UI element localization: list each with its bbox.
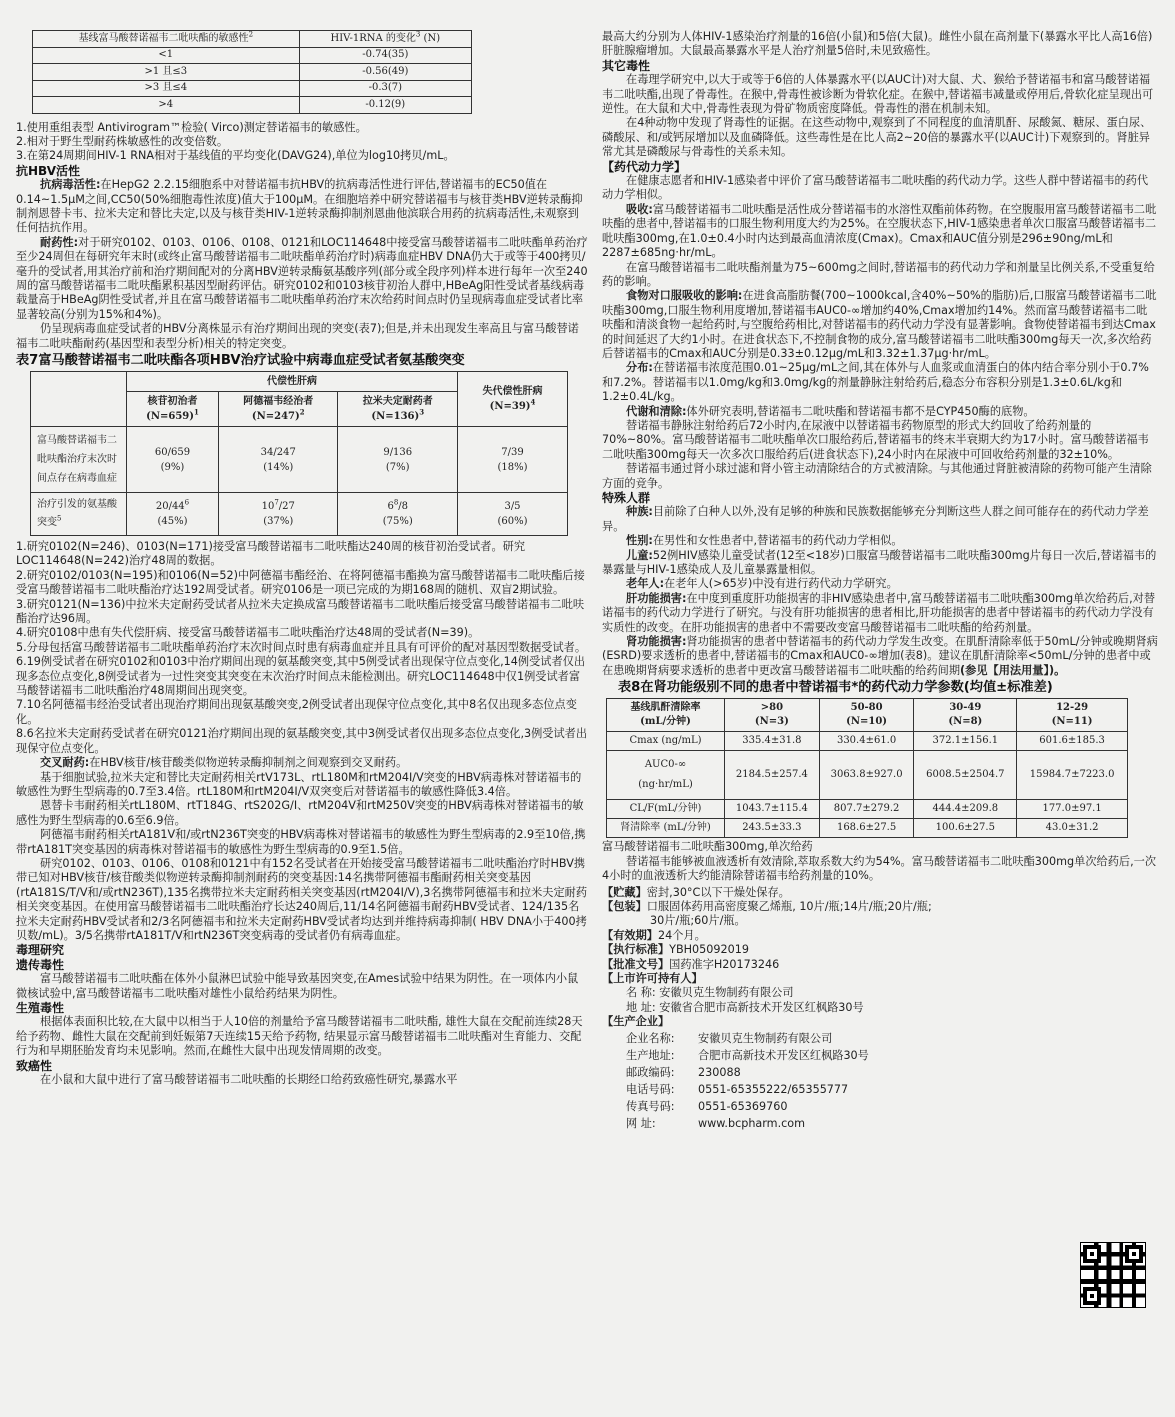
section-heading: 【上市许可持有人】 <box>602 971 703 985</box>
table-note: 7.10名阿德福韦经治受试者出现治疗期间出现氨基酸突变,2例受试者出现保守位点变化,其中8名仅出现多态位点变化。 <box>16 698 577 726</box>
right-column <box>602 30 1158 1132</box>
table-header-cell: 阿德福韦经治者 (N=247)$^2$ <box>218 392 338 427</box>
table-row: 富马酸替诺福韦二吡呋酯治疗末次时间点存在病毒血症 60/659 (9%) 34/247 (14%) 9/136 (7%) 7/39 (18%) <box>31 427 568 493</box>
mutation-table <box>30 371 568 536</box>
paragraph: 研究0102、0103、0106、0108和0121中有152名受试者在开始接受富马酸替诺福韦二吡呋酯治疗时HBV携带已知对HBV核苷/核苷酸类似物逆转录酶抑制剂耐药的突变基因:14名携带阿德福韦酯耐药相关突变基因(rtA181S/T/V和/或rtN236T),135名携带拉米夫定耐药相关突变基因(rtM204I/V),3名携带阿德福韦和拉米夫定耐药相关突变基因。在使用富马酸替诺福韦二吡呋酯治疗长达240周后,11/14名阿德福韦耐药HBV受试者、124/135名拉米夫定耐药HBV受试者和2/3名阿德福韦和拉米夫定耐药HBV受试者均达到并维持病毒抑制( HBV DNA小于400拷贝数/mL)。3/5名携带rtA181T/V和rtN236T突变病毒的受试者仍有病毒血症。 <box>16 856 588 942</box>
info-row: 企业名称: 安徽贝克生物制药有限公司 <box>626 1031 833 1045</box>
holder-address: 地 址: 安徽省合肥市高新技术开发区红枫路30号 <box>626 1000 864 1014</box>
paragraph: 耐药性:对于研究0102、0103、0106、0108、0121和LOC114648中接受富马酸替诺福韦二吡呋酯单药治疗至少24周但在每研究年末时(或终止富马酸替诺福韦二吡呋酯单药治疗时)病毒血症HBV DNA仍大于或等于400拷贝/毫升的受试者,用其治疗前和治疗期间配对的分离HBV逆转录酶氨基酸序列(部分或全段序列)样本进行每年一次至240周的富马酸替诺福韦二吡呋酯累积基因型耐药评估。研究0102和0103核苷初治人群中,HBeAg阳性受试者基线病毒载量高于HBeAg阴性受试者,并且在富马酸替诺福韦二吡呋酯单药治疗末次给药时间点时仍呈现病毒血症受试者比率显著较高(分别为15%和4%)。 <box>16 235 588 321</box>
table-note: 1.研究0102(N=246)、0103(N=171)接受富马酸替诺福韦二吡呋酯达240周的核苷初治受试者。研究LOC114648(N=242)治疗48周的数据。 <box>16 540 526 568</box>
paragraph: 交叉耐药:在HBV核苷/核苷酸类似物逆转录酶抑制剂之间观察到交叉耐药。 <box>40 756 408 770</box>
section-heading: 生殖毒性 <box>16 1001 65 1015</box>
table-header-cell: 失代偿性肝病 (N=39)$^4$ <box>458 372 568 427</box>
section-heading: 致癌性 <box>16 1058 53 1073</box>
table-header-cell: 核苷初治者 (N=659)$^1$ <box>127 392 219 427</box>
table-note: 6.19例受试者在研究0102和0103中治疗期间出现的氨基酸突变,其中5例受试者出现保守位点变化,14例受试者仅出现多态位点变化,8例受试者为一过性突变其突变在末次治疗时间点未能检测出。研究LOC114648中仅1例受试者富马酸替诺福韦二吡呋酯治疗48周期间出现突变。 <box>16 655 586 698</box>
section-heading: 【药代动力学】 <box>602 159 687 174</box>
paragraph: 替诺福韦通过肾小球过滤和肾小管主动清除结合的方式被清除。与其他通过肾脏被清除的药物可能产生清除方面的竞争。 <box>602 462 1152 490</box>
table-row: >3 且≤4 -0.3(7) <box>33 80 472 97</box>
storage-line: 【贮藏】密封,30°C以下干燥处保存。 <box>602 885 790 899</box>
info-row: 生产地址: 合肥市高新技术开发区红枫路30号 <box>626 1048 869 1062</box>
table-note: 2.研究0102/0103(N=195)和0106(N=52)中阿德福韦酯经治、在将阿德福韦酯换为富马酸替诺福韦二吡呋酯后接受富马酸替诺福韦二吡呋酯治疗达192周受试者。研究0106是一项已完成的为期168周的随机、双盲2期试验。 <box>16 568 585 597</box>
qr-code <box>1080 1242 1146 1308</box>
table-title: 表8在肾功能级别不同的患者中替诺福韦*的药代动力学参数(均值±标准差) <box>618 680 1053 696</box>
table-note: 5.分母包括富马酸替诺福韦二吡呋酯单药治疗末次时间点时患有病毒血症并且具有可评价的配对基因型数据受试者。 <box>16 640 587 654</box>
paragraph: 在健康志愿者和HIV-1感染者中评价了富马酸替诺福韦二吡呋酯的药代动力学。这些人群中替诺福韦的药代动力学相似。 <box>602 174 1149 202</box>
paragraph: 老年人:在老年人(>65岁)中没有进行药代动力学研究。 <box>626 577 898 591</box>
paragraph: 在毒理学研究中,以大于或等于6倍的人体暴露水平(以AUC计)对大鼠、犬、猴给予替诺福韦和富马酸替诺福韦二吡呋酯,出现了骨毒性。在猴中,骨毒性被诊断为骨软化症。在猴中,替诺福韦减量或停用后,骨软化症呈现出可逆性。在大鼠和犬中,骨毒性表现为骨矿物质密度降低。骨毒性的潜在机制未知。 <box>602 73 1154 116</box>
paragraph: 代谢和清除:体外研究表明,替诺福韦二吡呋酯和替诺福韦都不是CYP450酶的底物。 <box>626 404 1035 418</box>
table-note: 1.使用重组表型 Antivirogram™检验( Virco)测定替诺福韦的敏感性。 <box>16 120 367 134</box>
paragraph: 仍呈现病毒血症受试者的HBV分离株显示有治疗期间出现的突变(表7);但是,并未出现发生率高且与富马酸替诺福韦二吡呋酯耐药(基因型和表型分析)相关的特定突变。 <box>16 322 579 350</box>
standard-line: 【执行标准】YBH05092019 <box>602 943 750 957</box>
table-header-cell: 代偿性肝病 <box>127 372 458 392</box>
info-row: 邮政编码: 230088 <box>626 1065 741 1079</box>
packaging-line: 【包装】口服固体药用高密度聚乙烯瓶, 10片/瓶;14片/瓶;20片/瓶; <box>602 899 932 913</box>
table-header-cell: HIV-1RNA 的变化$^3$ (N) <box>299 31 471 48</box>
table-header-row <box>33 31 472 48</box>
paragraph: 在小鼠和大鼠中进行了富马酸替诺福韦二吡呋酯的长期经口给药致癌性研究,暴露水平 <box>40 1073 458 1087</box>
table-header-cell: 拉米夫定耐药者 (N=136)$^3$ <box>338 392 458 427</box>
table-row: >1 且≤3 -0.56(49) <box>33 64 472 81</box>
table-note: 2.相对于野生型耐药株敏感性的改变倍数。 <box>16 134 229 148</box>
approval-line: 【批准文号】国药准字H20173246 <box>602 957 780 971</box>
paragraph: 分布:在替诺福韦浓度范围0.01~25μg/mL之间,其在体外与人血浆或血清蛋白的体内结合率分别小于0.7%和7.2%。替诺福韦以1.0mg/kg和3.0mg/kg的剂量静脉注射给药后,稳态分布容积分别是1.3±0.6L/kg和1.2±0.4L/kg。 <box>602 361 1149 404</box>
paragraph: 儿童:52例HIV感染儿童受试者(12至<18岁)口服富马酸替诺福韦二吡呋酯300mg片每日一次后,替诺福韦的暴露量与HIV-1感染成人及儿童暴露量相似。 <box>602 548 1157 577</box>
table-header-cell: 基线富马酸替诺福韦二吡呋酯的敏感性$^2$ <box>33 31 300 48</box>
paragraph: 阿德福韦耐药相关rtA181V和/或rtN236T突变的HBV病毒株对替诺福韦的敏感性为野生型病毒的2.9至10倍,携带rtA181T突变基因的病毒株对替诺福韦的敏感性为野生型病毒的0.9至1.5倍。 <box>16 828 586 856</box>
paragraph: 替诺福韦静脉注射给药后72小时内,在尿液中以替诺福韦药物原型的形式大约回收了给药剂量的70%~80%。富马酸替诺福韦二吡呋酯单次口服给药后,替诺福韦的终末半衰期大约为17小时。富马酸替诺福韦二吡呋酯300mg每天一次多次口服给药后(进食状态下),24小时内在尿液中可回收给药剂量的32±10%。 <box>602 418 1149 461</box>
info-row: 网 址: www.bcpharm.com <box>626 1116 806 1130</box>
table-row: <1 -0.74(35) <box>33 47 472 64</box>
table-note: 3.研究0121(N=136)中拉米夫定耐药受试者从拉米夫定换成富马酸替诺福韦二吡呋酯后接受富马酸替诺福韦二吡呋酯治疗达96周。 <box>16 597 585 626</box>
sensitivity-table <box>32 30 472 114</box>
paragraph: 吸收:富马酸替诺福韦二吡呋酯是活性成分替诺福韦的水溶性双酯前体药物。在空腹服用富马酸替诺福韦二吡呋酯的患者中,替诺福韦的口服生物利用度大约为25%。在空腹状态下,HIV-1感染患者单次口服富马酸替诺福韦二吡呋酯300mg,在1.0±0.4小时内达到最高血清浓度(Cmax)。Cmax和AUC值分别是296±90ng/mL和2287±685ng·hr/mL。 <box>602 202 1157 260</box>
paragraph: 最高大约分别为人体HIV-1感染治疗剂量的16倍(小鼠)和5倍(大鼠)。雌性小鼠在高剂量下(暴露水平比人高16倍)肝脏腺瘤增加。大鼠最高暴露水平是人治疗剂量5倍时,未见致癌性。 <box>602 30 1153 58</box>
paragraph: 基于细胞试验,拉米夫定和替比夫定耐药相关rtV173L、rtL180M和rtM204I/V突变的HBV病毒株对替诺福韦的敏感性为野生型病毒的0.7至3.4倍。rtL180M和rtM204I/V双突变后对替诺福韦的敏感性降低3.4倍。 <box>16 770 582 798</box>
table-note: 3.在第24周期间HIV-1 RNA相对于基线值的平均变化(DAVG24),单位为log10拷贝/mL。 <box>16 149 455 163</box>
section-heading: 其它毒性 <box>602 58 651 73</box>
table-header-row: 基线肌酐清除率 (mL/分钟) >80 (N=3) 50-80 (N=10) 30-49 (N=8) 12-29 (N=11) <box>607 699 1128 732</box>
packaging-line: 30片/瓶;60片/瓶。 <box>650 914 746 928</box>
table-note: 4.研究0108中患有失代偿肝病、接受富马酸替诺福韦二吡呋酯治疗达48周的受试者(N=39)。 <box>16 626 480 640</box>
info-row: 电话号码: 0551-65355222/65355777 <box>626 1082 849 1096</box>
table-row: 治疗引发的氨基酸突变$^5$ $20/44^6$ (45%) $10^7/27$ (37%) $6^8/8$ (75%) 3/5 (60%) <box>31 493 568 536</box>
table-row: CL/F(mL/分钟) 1043.7±115.4 807.7±279.2 444.4±209.8 177.0±97.1 <box>607 800 1128 819</box>
paragraph: 根据体表面积比较,在大鼠中以相当于人10倍的剂量给予富马酸替诺福韦二吡呋酯, 雄性大鼠在交配前连续28天给予药物、雌性大鼠在交配前到妊娠第7天连续15天给予药物, 结果显示富马酸替诺福韦二吡呋酯对生育能力、交配行为和早期胚胎发育均未见影响。然而,在雌性大鼠中出现发情周期的改变。 <box>16 1015 583 1058</box>
paragraph: 在4种动物中发现了肾毒性的证据。在这些动物中,观察到了不同程度的血清肌酐、尿酸氮、糖尿、蛋白尿、磷酸尿、和/或钙尿增加以及血磷降低。这些毒性是在比人高2~20倍的暴露水平(以AUC计)下观察到的。肾脏异常尤其是磷酸尿与骨毒性的关系未知。 <box>602 116 1152 159</box>
table-note: 富马酸替诺福韦二吡呋酯300mg,单次给药 <box>602 840 813 854</box>
table-row: 肾清除率 (mL/分钟) 243.5±33.3 168.6±27.5 100.6±27.5 43.0±31.2 <box>607 819 1128 838</box>
paragraph: 性别:在男性和女性患者中,替诺福韦的药代动力学相似。 <box>626 534 903 548</box>
paragraph: 富马酸替诺福韦二吡呋酯在体外小鼠淋巴试验中能导致基因突变,在Ames试验中结果为阴性。在一项体内小鼠微核试验中,富马酸替诺福韦二吡呋酯对雄性小鼠给药结果为阴性。 <box>16 972 579 1000</box>
paragraph: 在富马酸替诺福韦二吡呋酯剂量为75~600mg之间时,替诺福韦的药代动力学和剂量呈比例关系,不受重复给药的影响。 <box>602 260 1155 288</box>
website-link[interactable]: www.bcpharm.com <box>698 1116 806 1130</box>
paragraph: 肾功能损害:肾功能损害的患者中替诺福韦的药代动力学发生改变。在肌酐清除率低于50mL/分钟或晚期肾病(ESRD)要求透析的患者中,替诺福韦的Cmax和AUC0-∞增加(表8)。建议在肌酐清除率<50mL/分钟的患者中或在患晚期肾病要求透析的患者中更改富马酸替诺福韦二吡呋酯的给药间期(参见【用法用量】)。 <box>602 635 1158 677</box>
paragraph: 种族:目前除了白种人以外,没有足够的种族和民族数据能够充分判断这些人群之间可能存在的药代动力学差异。 <box>602 505 1149 533</box>
paragraph: 肝功能损害:在中度到重度肝功能损害的非HIV感染患者中,富马酸替诺福韦二吡呋酯300mg单次给药后,对替诺福韦的药代动力学进行了研究。与没有肝功能损害的患者相比,肝功能损害的患者中替诺福韦的药代动力学没有实质性的改变。在肝功能损害的患者中不需要改变富马酸替诺福韦二吡呋酯的给药剂量。 <box>602 591 1156 634</box>
table-row: >4 -0.12(9) <box>33 97 472 114</box>
table-row: AUC0-∞ (ng·hr/mL) 2184.5±257.4 3063.8±927.0 6008.5±2504.7 15984.7±7223.0 <box>607 751 1128 800</box>
table-title: 表7富马酸替诺福韦二吡呋酯各项HBV治疗试验中病毒血症受试者氨基酸突变 <box>16 353 465 368</box>
paragraph: 抗病毒活性:在HepG2 2.2.15细胞系中对替诺福韦抗HBV的抗病毒活性进行评估,替诺福韦的EC50值在0.14~1.5μM之间,CC50(50%细胞毒性浓度)值大于100μM。在细胞培养中研究替诺福韦与核苷类HBV逆转录酶抑制剂恩替卡韦、拉米夫定和替比夫定,以及与核苷类HIV-1逆转录酶抑制剂恩曲他滨联合用药的抗病毒活性,未观察到任何拮抗作用。 <box>16 178 583 235</box>
table-row: Cmax (ng/mL) 335.4±31.8 330.4±61.0 372.1±156.1 601.6±185.3 <box>607 732 1128 751</box>
section-heading: 特殊人群 <box>602 491 651 505</box>
holder-name: 名 称: 安徽贝克生物制药有限公司 <box>626 986 794 1000</box>
paragraph: 恩替卡韦耐药相关rtL180M、rtT184G、rtS202G/I、rtM204V和rtM250V突变的HBV病毒株对替诺福韦的敏感性为野生型病毒的0.6至6.9倍。 <box>16 799 584 827</box>
manufacturer-info <box>602 1030 1158 1132</box>
section-heading: 抗HBV活性 <box>16 163 80 178</box>
section-heading: 【生产企业】 <box>602 1015 670 1029</box>
left-column <box>16 30 588 1087</box>
renal-pk-table <box>606 698 1128 838</box>
paragraph: 食物对口服吸收的影响:在进食高脂肪餐(700~1000kcal,含40%~50%的脂肪)后,口服富马酸替诺福韦二吡呋酯300mg,口服生物利用度增加,替诺福韦AUC0-∞增加约40%,Cmax增加约14%。然而富马酸替诺福韦二吡呋酯和清淡食物一起给药时,与空腹给药相比,对替诺福韦的药代动力学没有显著影响。食物使替诺福韦到达Cmax的时间延迟了大约1小时。在进食状态下,不控制食物的成分,富马酸替诺福韦二吡呋酯300mg每天一次,多次给药后替诺福韦的Cmax和AUC分别是0.33±0.12μg/mL和3.32±1.37μg·hr/mL。 <box>602 289 1157 360</box>
table-note: 8.6名拉米夫定耐药受试者在研究0121治疗期间出现的氨基酸突变,其中3例受试者仅出现多态位点变化,3例受试者出现保守位点变化。 <box>16 727 588 755</box>
validity-line: 【有效期】24个月。 <box>602 928 706 942</box>
section-heading: 遗传毒性 <box>16 957 65 972</box>
paragraph: 替诺福韦能够被血液透析有效清除,萃取系数大约为54%。富马酸替诺福韦二吡呋酯300mg单次给药后,一次4小时的血液透析大约能清除替诺福韦给药剂量的10%。 <box>602 854 1157 883</box>
info-row: 传真号码: 0551-65369760 <box>626 1099 788 1113</box>
section-heading: 毒理研究 <box>16 943 65 958</box>
